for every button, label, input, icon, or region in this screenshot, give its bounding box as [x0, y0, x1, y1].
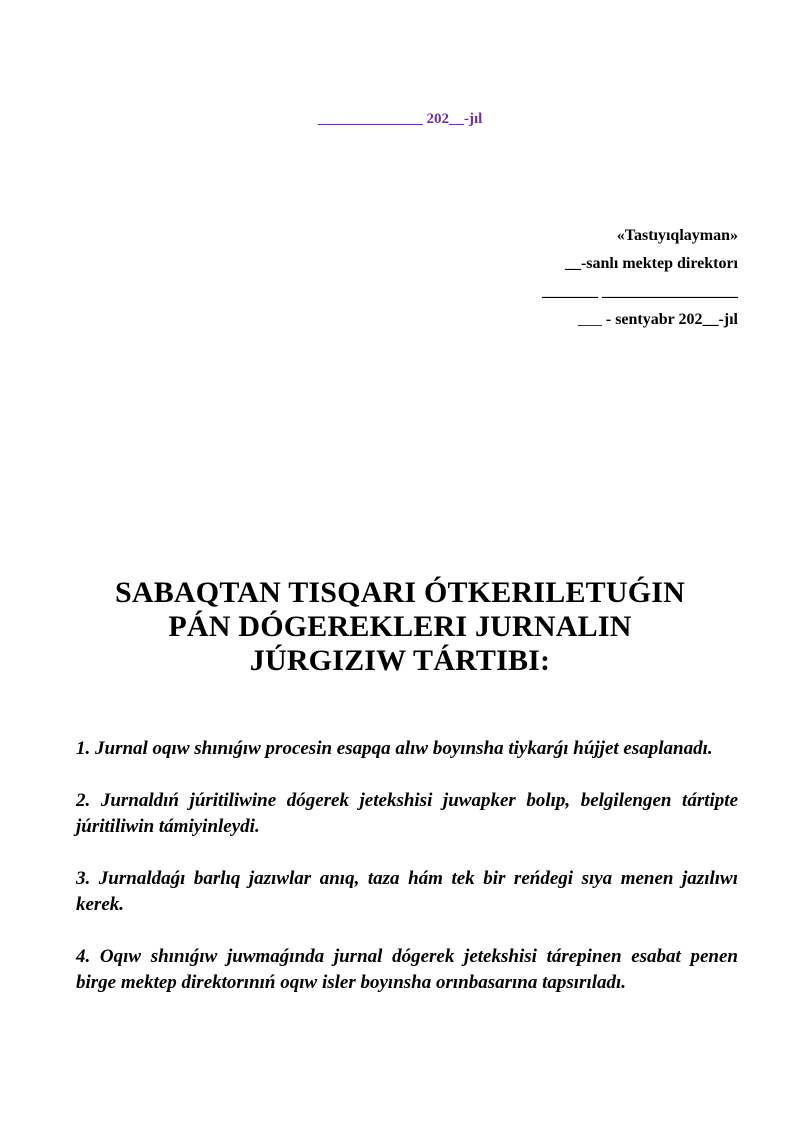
- rule-item-4: 4. Oqıw shınıǵıw juwmaǵında jurnal dógerek jetekshisi tárepinen esabat penen birge mektep direktorınıń oqıw isler boyınsha orınbasarına tapsırıladı.: [76, 946, 738, 993]
- rule-item-3: 3. Jurnaldaǵı barlıq jazıwlar anıq, taza hám tek bir reńdegi sıya menen jazılıwı kerek.: [76, 868, 738, 915]
- approval-title: «Tastıyıqlayman»: [616, 227, 738, 244]
- approval-date-line: [378, 306, 738, 334]
- rules-list: [76, 736, 738, 1022]
- approval-block: [378, 222, 738, 334]
- approval-signature-line: _______ _________________: [542, 283, 738, 300]
- title-line-1: SABAQTAN TISQARI ÓTKERILETUǴIN: [114, 576, 686, 609]
- document-title: [60, 576, 740, 678]
- title-line-2: PÁN DÓGEREKLERI JURNALIN: [168, 610, 632, 643]
- approval-date-blank: ___: [577, 311, 606, 328]
- rule-item-1: 1. Jurnal oqıw shınıǵıw procesin esapqa alıw boyınsha tiykarǵı hújjet esaplanadı.: [76, 738, 713, 759]
- title-line-3: JÚRGIZIW TÁRTIBI:: [249, 644, 551, 677]
- approval-date: - sentyabr 202__-jıl: [605, 311, 738, 328]
- rule-item-2: 2. Jurnaldıń júritiliwine dógerek jetekshisi juwapker bolıp, belgilengen tártipte júritiliwin támiyinleydi.: [76, 790, 738, 837]
- approval-director: __-sanlı mektep direktorı: [564, 255, 738, 272]
- header-date-line: ______________ 202__-jıl: [317, 111, 483, 127]
